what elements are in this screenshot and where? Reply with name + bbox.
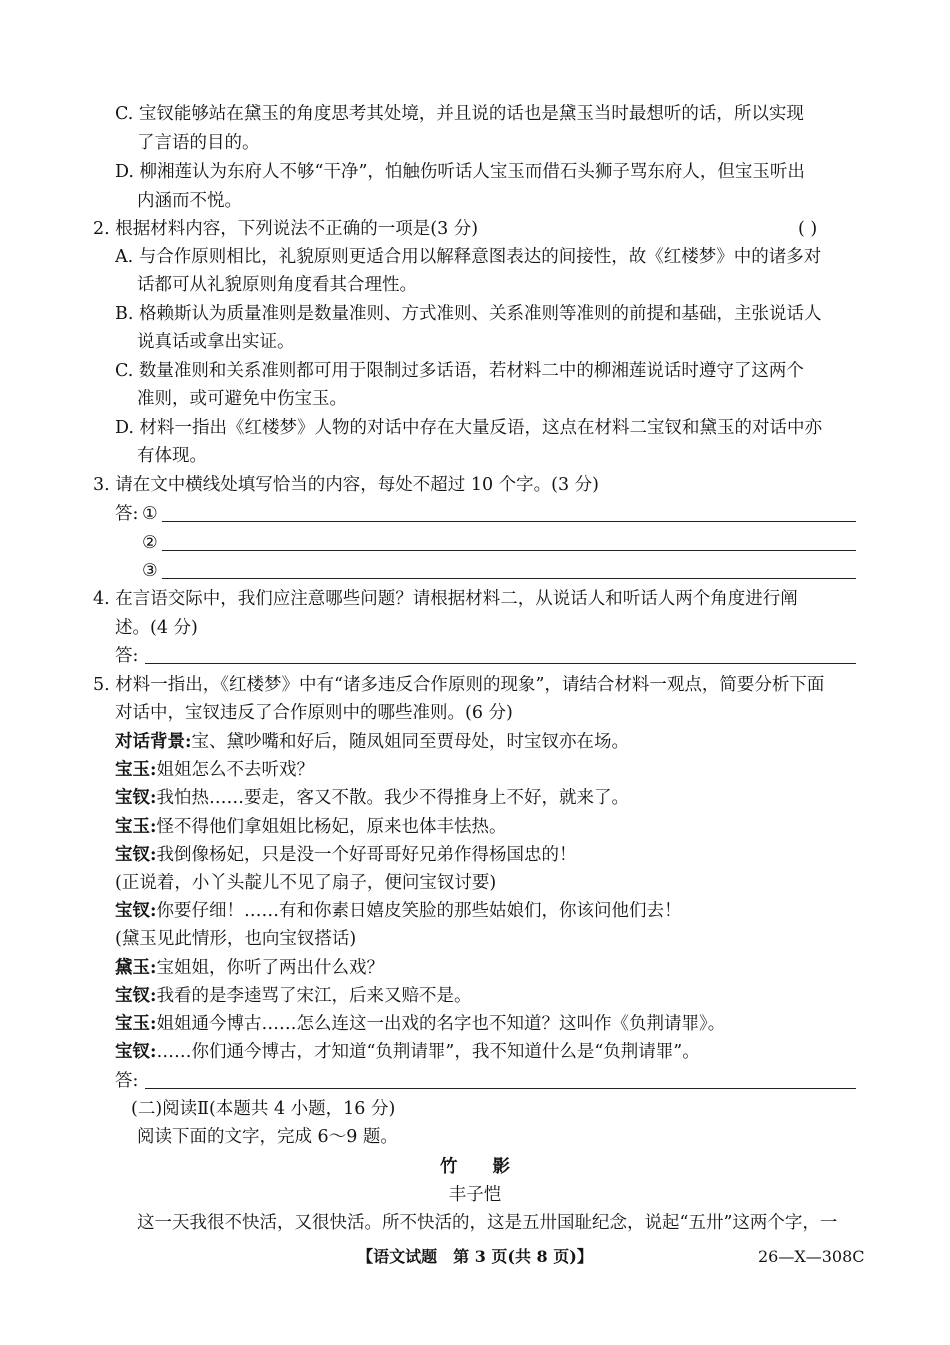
dialogue-line	[115, 758, 314, 782]
article-author: 丰子恺	[448, 1185, 502, 1205]
dialogue-text: (黛玉见此情形，也向宝钗搭话)	[115, 929, 357, 949]
dialogue-text: 宝姐姐，你听了两出什么戏？	[156, 958, 384, 978]
q2-stem: 2. 根据材料内容，下列说法不正确的一项是(3 分)	[93, 219, 479, 239]
dialogue-speaker: 宝钗:	[115, 1042, 157, 1062]
dialogue-speaker: 宝钗:	[115, 986, 157, 1006]
q5-answer-label: 答:	[115, 1071, 139, 1091]
q2-option-d-line1: D. 材料一指出《红楼梦》人物的对话中存在大量反语，这点在材料二宝钗和黛玉的对话中亦	[115, 418, 823, 438]
dialogue-speaker: 宝玉:	[115, 760, 157, 780]
dialogue-line	[115, 899, 681, 923]
q3-blank-2-marker: ②	[142, 533, 158, 553]
q1-option-c-line1: C. 宝钗能够站在黛玉的角度思考其处境，并且说的话也是黛玉当时最想听的话，所以实现	[115, 104, 804, 124]
q2-option-c-line1: C. 数量准则和关系准则都可用于限制过多话语，若材料二中的柳湘莲说话时遵守了这两个	[115, 361, 804, 381]
q4-answer-line[interactable]	[145, 663, 856, 664]
dialogue-line	[115, 815, 506, 839]
dialogue-speaker: 对话背景:	[115, 732, 192, 752]
q1-option-d-line1: D. 柳湘莲认为东府人不够“干净”，怕触伤听话人宝玉而借石头狮子骂东府人，但宝玉听出	[115, 162, 805, 182]
section-instruction: 阅读下面的文字，完成 6～9 题。	[137, 1127, 398, 1147]
q2-option-a-line1: A. 与合作原则相比，礼貌原则更适合用以解释意图表达的间接性，故《红楼梦》中的诸多对	[115, 247, 822, 267]
q1-option-c-line2: 了言语的目的。	[137, 133, 260, 153]
q5-answer-line[interactable]	[145, 1088, 856, 1089]
q3-answer-label: 答:	[115, 504, 139, 524]
dialogue-text: 我倒像杨妃，只是没一个好哥哥好兄弟作得杨国忠的！	[156, 845, 577, 865]
q2-answer-bracket[interactable]: ( )	[798, 219, 818, 239]
q4-answer-label: 答:	[115, 646, 139, 666]
dialogue-line	[115, 927, 356, 951]
article-title: 竹 影	[440, 1157, 510, 1177]
q3-stem: 3. 请在文中横线处填写恰当的内容，每处不超过 10 个字。(3 分)	[93, 475, 600, 495]
q2-option-b-line2: 说真话或拿出实证。	[137, 332, 295, 352]
page-footer: 【语文试题 第 3 页(共 8 页)】	[357, 1247, 593, 1266]
q2-option-c-line2: 准则，或可避免中伤宝玉。	[137, 389, 347, 409]
dialogue-line	[115, 1040, 700, 1064]
q2-option-d-line2: 有体现。	[137, 446, 207, 466]
dialogue-line	[115, 786, 629, 810]
q3-blank-1-marker: ①	[142, 504, 158, 524]
dialogue-line	[115, 730, 629, 754]
dialogue-speaker: 宝钗:	[115, 901, 157, 921]
dialogue-speaker: 宝玉:	[115, 1014, 157, 1034]
exam-code: 26—X—308C	[758, 1247, 865, 1266]
q3-blank-1-line[interactable]	[162, 521, 856, 522]
dialogue-text: ……你们通今博古，才知道“负荆请罪”，我不知道什么是“负荆请罪”。	[156, 1042, 700, 1062]
q2-option-b-line1: B. 格赖斯认为质量准则是数量准则、方式准则、关系准则等准则的前提和基础，主张说话人	[115, 304, 822, 324]
dialogue-text: 我怕热……要走，客又不散。我少不得推身上不好，就来了。	[156, 788, 629, 808]
dialogue-line	[115, 956, 384, 980]
q4-stem-line2: 述。(4 分)	[115, 618, 198, 638]
dialogue-text: 宝、黛吵嘴和好后，随凤姐同至贾母处，时宝钗亦在场。	[191, 732, 629, 752]
dialogue-text: 怪不得他们拿姐姐比杨妃，原来也体丰怯热。	[156, 817, 507, 837]
section-heading: (二)阅读Ⅱ(本题共 4 小题，16 分)	[131, 1099, 396, 1119]
q3-blank-3-line[interactable]	[162, 578, 856, 579]
q2-option-a-line2: 话都可从礼貌原则角度看其合理性。	[137, 275, 417, 295]
dialogue-text: 我看的是李逵骂了宋江，后来又赔不是。	[156, 986, 472, 1006]
q4-stem-line1: 4. 在言语交际中，我们应注意哪些问题？请根据材料二，从说话人和听话人两个角度进行阐	[93, 589, 798, 609]
q3-blank-2-line[interactable]	[162, 550, 856, 551]
dialogue-line	[115, 871, 496, 895]
dialogue-text: 姐姐通今博古……怎么连这一出戏的名字也不知道？这叫作《负荆请罪》。	[156, 1014, 726, 1034]
dialogue-line	[115, 984, 471, 1008]
q3-blank-3-marker: ③	[142, 561, 158, 581]
q5-stem-line1: 5. 材料一指出，《红楼梦》中有“诸多违反合作原则的现象”，请结合材料一观点，简要分析下面	[93, 675, 825, 695]
dialogue-speaker: 宝钗:	[115, 788, 157, 808]
dialogue-text: 你要仔细！……有和你素日嬉皮笑脸的那些姑娘们，你该问他们去！	[156, 901, 682, 921]
dialogue-speaker: 黛玉:	[115, 958, 157, 978]
article-first-line: 这一天我很不快活，又很快活。所不快活的，这是五卅国耻纪念，说起“五卅”这两个字，一	[137, 1213, 838, 1233]
dialogue-text: (正说着，小丫头靛儿不见了扇子，便问宝钗讨要)	[115, 873, 497, 893]
dialogue-speaker: 宝玉:	[115, 817, 157, 837]
dialogue-speaker: 宝钗:	[115, 845, 157, 865]
q1-option-d-line2: 内涵而不悦。	[137, 191, 242, 211]
q5-stem-line2: 对话中，宝钗违反了合作原则中的哪些准则。(6 分)	[115, 703, 513, 723]
dialogue-line	[115, 843, 576, 867]
dialogue-text: 姐姐怎么不去听戏？	[156, 760, 314, 780]
dialogue-line	[115, 1012, 725, 1036]
